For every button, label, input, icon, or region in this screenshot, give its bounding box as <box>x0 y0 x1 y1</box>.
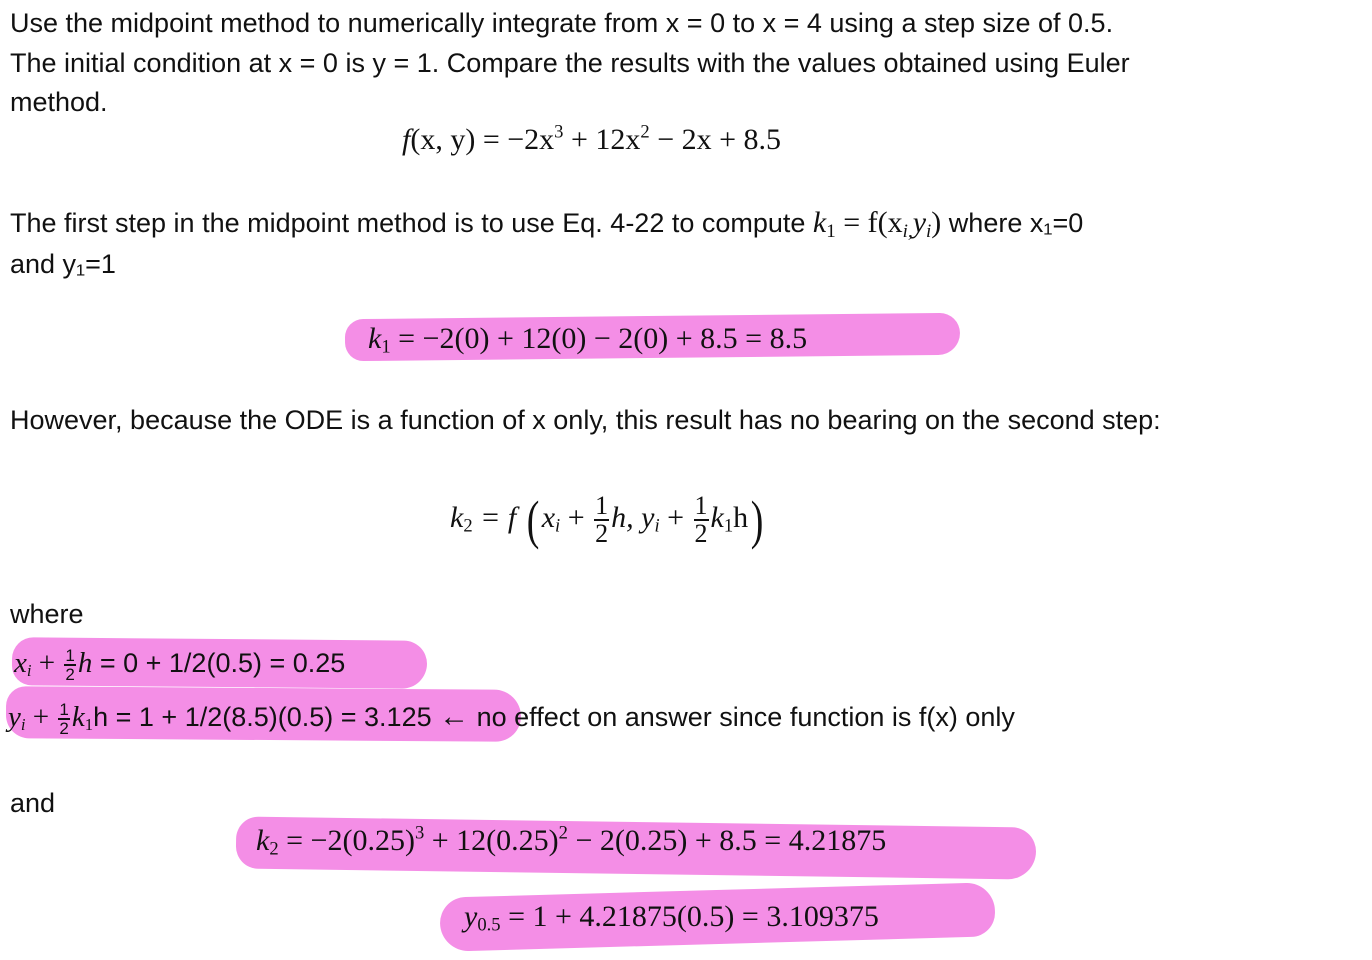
k2-eq-exp-2: 2 <box>558 822 568 844</box>
where-label: where <box>10 599 84 629</box>
xi-subscript: i, <box>902 220 913 242</box>
yi-line <box>8 694 1015 740</box>
xi-rest: = 0 + 1/2(0.5) = 0.25 <box>92 648 346 678</box>
k2-h: h, <box>611 501 642 534</box>
function-equation <box>402 123 781 157</box>
k2-plus-2: + <box>659 501 692 534</box>
xi-line <box>14 640 345 686</box>
k2-symbol: k <box>450 501 464 534</box>
y05-rhs: = 1 + 4.21875(0.5) = 3.109375 <box>500 900 879 933</box>
k1-subscript: 1 <box>826 220 836 242</box>
and-label: and <box>10 788 56 818</box>
problem-line-1: Use the midpoint method to numerically integrate from x = 0 to x = 4 using a step size of 0.5. <box>10 8 1114 38</box>
fraction-numerator: 1 <box>595 491 609 521</box>
k2-eq: = f <box>472 501 524 534</box>
yi-note: no effect on answer since function is f(x) only <box>469 702 1015 732</box>
k2-x-subscript: i <box>555 515 561 537</box>
k2-y-subscript: i <box>654 515 660 537</box>
fraction-denominator: 2 <box>59 718 69 738</box>
step1-text-b: where x₁=0 <box>941 208 1084 238</box>
half-fraction-1 <box>594 493 609 547</box>
function-args: (x, y) = −2x <box>410 123 555 156</box>
y05-symbol: y <box>464 900 478 933</box>
step1-line-1 <box>10 203 1083 243</box>
however-line: However, because the ODE is a function of x only, this result has no bearing on the second step: <box>10 405 1161 435</box>
function-symbol: f <box>402 123 411 156</box>
fraction-denominator: 2 <box>694 519 708 549</box>
xi-x: x <box>14 647 27 679</box>
yi-h: h <box>93 702 109 732</box>
k2-eq-exp-3: 3 <box>414 822 425 844</box>
yi-k-subscript: 1 <box>84 715 94 735</box>
exp-3: 3 <box>554 121 564 143</box>
k2-eq-a: = −2(0.25) <box>278 824 415 857</box>
k2-eq-symbol: k <box>256 824 270 857</box>
step1-line-2: and y₁=1 <box>10 249 116 279</box>
k1-symbol: k <box>812 206 827 239</box>
fraction-numerator: 1 <box>65 645 75 665</box>
fraction-numerator: 1 <box>59 699 69 719</box>
k2-eq-c: − 2(0.25) + 8.5 = 4.21875 <box>567 824 887 857</box>
xi-subscript: i <box>26 661 32 681</box>
k1-eq-symbol: k <box>368 322 382 355</box>
exp-2: 2 <box>640 121 650 143</box>
k2-eq-b: + 12(0.25) <box>424 824 559 857</box>
yi-half-fraction <box>58 701 69 737</box>
y05-subscript: 0.5 <box>477 914 501 936</box>
k1-equation <box>368 322 807 356</box>
xi-plus: + <box>31 647 63 679</box>
problem-line-2: The initial condition at x = 0 is y = 1. Compare the results with the values obtained using Euler <box>10 48 1130 78</box>
left-arrow-icon: ← <box>439 700 470 733</box>
right-paren-icon: ) <box>750 490 764 551</box>
step1-close: ) <box>931 206 942 239</box>
yi-y: y <box>8 701 21 733</box>
k1-eq-subscript: 1 <box>381 336 391 358</box>
xi-h: h <box>77 647 93 679</box>
k2-eq-subscript: 2 <box>269 838 279 860</box>
left-paren-icon: ( <box>526 490 540 551</box>
yi-k: k <box>71 701 85 733</box>
k2-plus-1: + <box>560 501 593 534</box>
y-symbol: y <box>912 206 927 239</box>
function-rest: − 2x + 8.5 <box>649 123 782 156</box>
yi-subscript: i <box>20 715 26 735</box>
yi-subscript: i <box>926 220 932 242</box>
k2-hh: h <box>733 501 749 534</box>
k2-x: x <box>541 501 556 534</box>
k2-subscript: 2 <box>463 515 473 537</box>
yi-plus: + <box>25 701 57 733</box>
k2-equation <box>256 824 886 858</box>
k2-y: y <box>641 501 655 534</box>
fraction-denominator: 2 <box>595 519 609 549</box>
y05-equation <box>464 900 879 934</box>
half-fraction-2 <box>694 493 709 547</box>
xi-half-fraction <box>64 647 75 683</box>
k2-k1-subscript: 1 <box>723 515 734 537</box>
k2-formula <box>450 478 766 558</box>
fraction-numerator: 1 <box>694 491 708 521</box>
function-mid: + 12x <box>563 123 641 156</box>
k1-eq-rhs: = −2(0) + 12(0) − 2(0) + 8.5 = 8.5 <box>390 322 808 355</box>
yi-rest: = 1 + 1/2(8.5)(0.5) = 3.125 <box>108 702 432 732</box>
problem-line-3: method. <box>10 87 108 117</box>
step1-eq: = f(x <box>835 206 903 239</box>
step1-text-a: The first step in the midpoint method is to use Eq. 4-22 to compute <box>10 208 813 238</box>
k2-k1: k <box>710 501 724 534</box>
fraction-denominator: 2 <box>65 664 75 684</box>
